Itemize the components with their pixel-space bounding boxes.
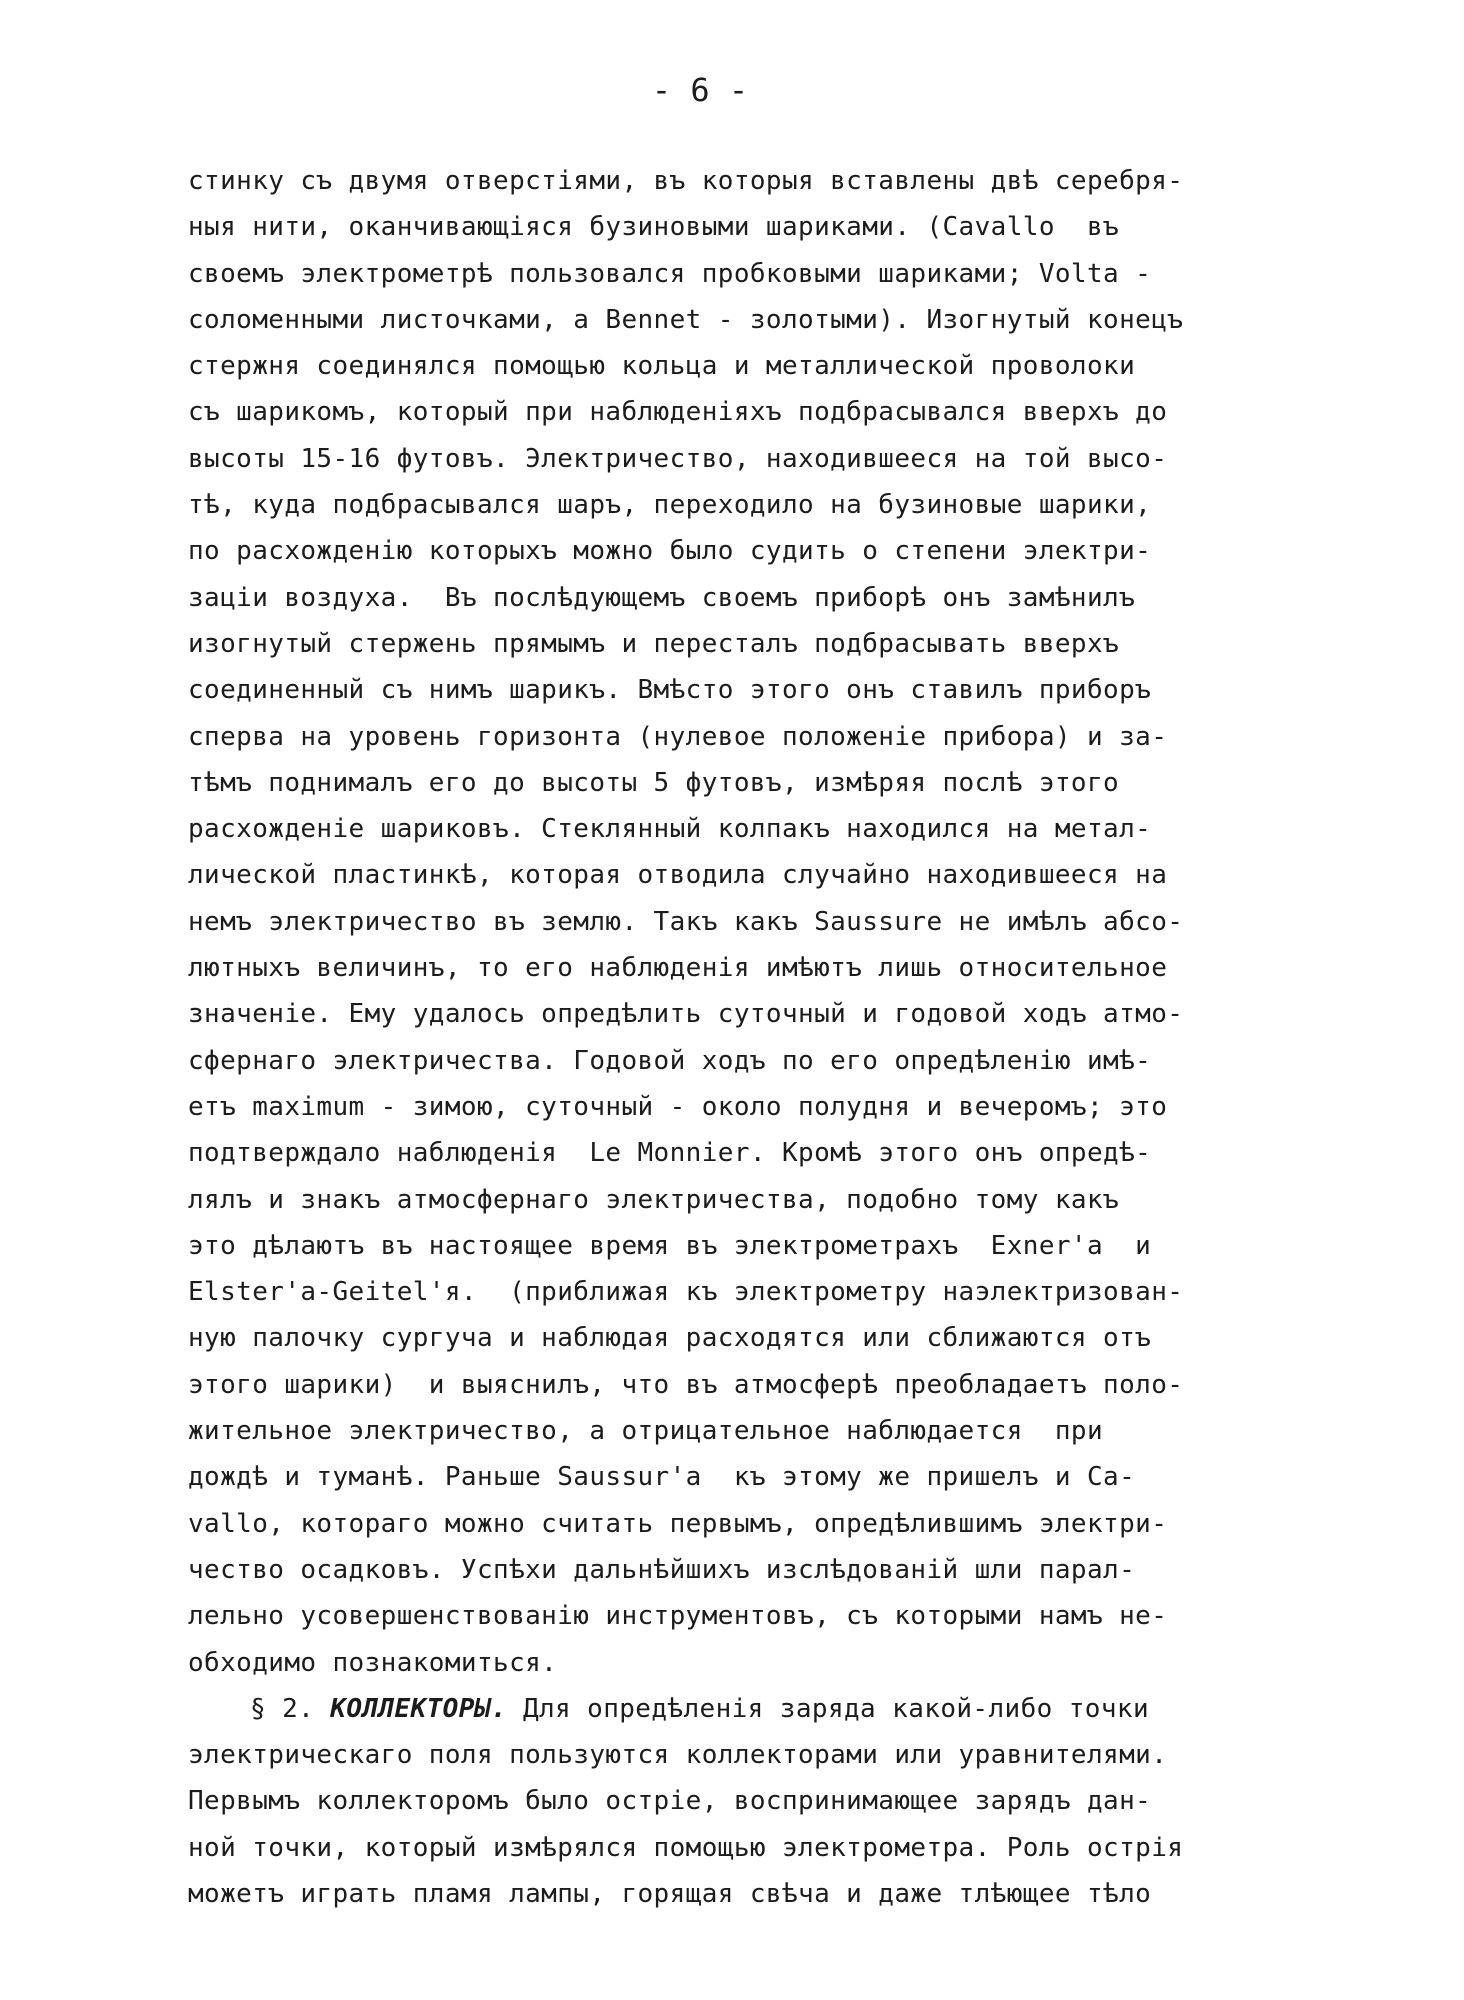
body-line: Elster'a-Geitel'я. (приближая къ электрометру наэлектризован- bbox=[188, 1277, 1184, 1308]
body-line: дождѣ и туманѣ. Раньше Saussur'a къ этому же пришелъ и Ca- bbox=[188, 1462, 1136, 1493]
body-text bbox=[188, 158, 1318, 1917]
body-line: стинку съ двумя отверстiями, въ которыя вставлены двѣ серебря- bbox=[188, 166, 1184, 196]
body-line: съ шарикомъ, который при наблюденiяхъ подбрасывался вверхъ до bbox=[188, 397, 1168, 428]
body-line: стержня соединялся помощью кольца и металлической проволоки bbox=[188, 351, 1136, 382]
body-line: своемъ электрометрѣ пользовался пробковыми шариками; Volta - bbox=[188, 258, 1152, 289]
body-line: соединенный съ нимъ шарикъ. Вмѣсто этого онъ ставилъ приборъ bbox=[188, 675, 1152, 706]
body-line: обходимо познакомиться. bbox=[188, 1647, 558, 1678]
section-mark: § 2. bbox=[250, 1693, 315, 1724]
body-line: vallo, которaго можно считать первымъ, опредѣлившимъ электри- bbox=[188, 1508, 1168, 1539]
section-heading-line bbox=[188, 1686, 1318, 1732]
section-first-line-text: Для опредѣленiя заряда какой-либо точки bbox=[522, 1693, 1150, 1724]
body-line: подтверждало наблюденiя Le Monnier. Кромѣ этого онъ опредѣ- bbox=[188, 1138, 1152, 1169]
body-line: по расхожденiю которыхъ можно было судить о степени электри- bbox=[188, 536, 1152, 567]
body-line: расхожденiе шариковъ. Стеклянный колпакъ находился на метал- bbox=[188, 814, 1152, 845]
body-line: жительное электричество, а отрицательное наблюдается при bbox=[188, 1416, 1104, 1447]
body-line: лельно усовершенствованiю инструментовъ, съ которыми намъ не- bbox=[188, 1601, 1168, 1632]
section-line: Первымъ коллекторомъ было острiе, воспринимающее зарядъ дан- bbox=[188, 1786, 1152, 1817]
body-line: изогнутый стержень прямымъ и пересталъ подбрасывать вверхъ bbox=[188, 628, 1120, 659]
body-line: немъ электричество въ землю. Такъ какъ Saussure не имѣлъ абсо- bbox=[188, 906, 1184, 937]
body-line: лялъ и знакъ атмосфернаго электричества, подобно тому какъ bbox=[188, 1184, 1120, 1215]
body-line: тѣ, куда подбрасывался шаръ, переходило на бузиновые шарики, bbox=[188, 490, 1152, 521]
body-line: значенiе. Ему удалось опредѣлить суточный и годовой ходъ атмо- bbox=[188, 999, 1184, 1030]
body-line: зацiи воздуха. Въ послѣдующемъ своемъ приборѣ онъ замѣнилъ bbox=[188, 582, 1136, 613]
section-line: можетъ играть пламя лампы, горящая свѣча и даже тлѣющее тѣло bbox=[188, 1878, 1152, 1909]
page-number: - 6 - bbox=[651, 71, 749, 109]
body-line: ныя нити, оканчивающiяся бузиновыми шариками. (Cavallo въ bbox=[188, 212, 1120, 243]
body-line: лической пластинкѣ, которая отводила случайно находившееся на bbox=[188, 860, 1168, 891]
body-line: етъ maximum - зимою, суточный - около полудня и вечеромъ; это bbox=[188, 1091, 1168, 1122]
section-line: электрическаго поля пользуются коллекторами или уравнителями. bbox=[188, 1740, 1168, 1771]
body-line: это дѣлаютъ въ настоящее время въ электрометрахъ Exner'a и bbox=[188, 1230, 1152, 1261]
body-line: соломенными листочками, а Bennet - золотыми). Изогнутый конецъ bbox=[188, 304, 1184, 335]
body-line: тѣмъ поднималъ его до высоты 5 футовъ, измѣряя послѣ этого bbox=[188, 767, 1120, 798]
body-line: чество осадковъ. Успѣхи дальнѣйшихъ изслѣдованiй шли парал- bbox=[188, 1554, 1136, 1585]
section-line: ной точки, который измѣрялся помощью электрометра. Роль острiя bbox=[188, 1832, 1184, 1863]
body-line: сперва на уровень горизонта (нулевое положенiе прибора) и за- bbox=[188, 721, 1168, 752]
body-line: лютныхъ величинъ, то его наблюденiя имѣютъ лишь относительное bbox=[188, 953, 1168, 984]
body-line: этого шарики) и выяснилъ, что въ атмосферѣ преобладаетъ поло- bbox=[188, 1369, 1184, 1400]
body-line: ную палочку сургуча и наблюдая расходятся или сближаются отъ bbox=[188, 1323, 1152, 1354]
body-line: высоты 15-16 футовъ. Электричество, находившееся на той высо- bbox=[188, 443, 1168, 474]
section-title: КОЛЛЕКТОРЫ. bbox=[330, 1693, 507, 1724]
body-line: сфернаго электричества. Годовой ходъ по его опредѣленiю имѣ- bbox=[188, 1045, 1152, 1076]
